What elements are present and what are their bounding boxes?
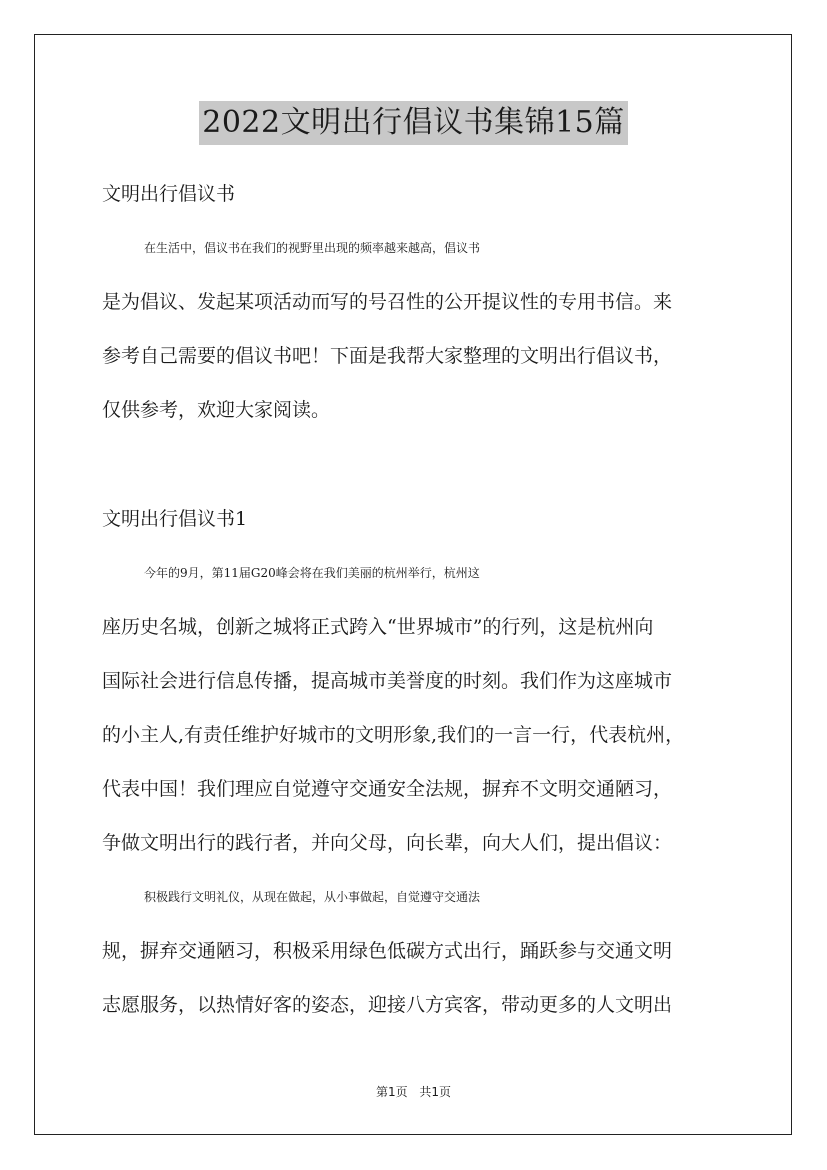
paragraph-2-line: 志愿服务，以热情好客的姿态，迎接八方宾客，带动更多的人文明出 <box>102 994 673 1016</box>
section-heading-1: 文明出行倡议书1 <box>102 508 248 530</box>
intro-line: 是为倡议、发起某项活动而写的号召性的公开提议性的专用书信。来 <box>102 291 673 313</box>
document-title-text: 2022文明出行倡议书集锦15篇 <box>199 101 628 145</box>
paragraph-2-line: 积极践行文明礼仪，从现在做起，从小事做起，自觉遵守交通法 <box>144 890 481 904</box>
page-number-total: 共1页 <box>419 1085 452 1099</box>
intro-line: 在生活中，倡议书在我们的视野里出现的频率越来越高，倡议书 <box>144 241 481 255</box>
section-heading-intro: 文明出行倡议书 <box>102 183 236 205</box>
intro-line: 参考自己需要的倡议书吧！下面是我帮大家整理的文明出行倡议书， <box>102 345 673 367</box>
paragraph-1-line: 国际社会进行信息传播，提高城市美誉度的时刻。我们作为这座城市 <box>102 670 673 692</box>
document-title <box>0 101 827 145</box>
paragraph-1-line: 座历史名城，创新之城将正式跨入“世界城市”的行列，这是杭州向 <box>102 616 654 638</box>
paragraph-2-line: 规，摒弃交通陋习，积极采用绿色低碳方式出行，踊跃参与交通文明 <box>102 940 673 962</box>
page-number-current: 第1页 <box>375 1085 408 1099</box>
paragraph-1-line: 的小主人,有责任维护好城市的文明形象,我们的一言一行，代表杭州， <box>102 724 685 746</box>
paragraph-1-line: 今年的9月，第11届G20峰会将在我们美丽的杭州举行，杭州这 <box>144 566 480 580</box>
paragraph-1-line: 争做文明出行的践行者，并向父母，向长辈，向大人们，提出倡议： <box>102 832 673 854</box>
intro-line: 仅供参考，欢迎大家阅读。 <box>102 399 331 421</box>
paragraph-1-line: 代表中国！我们理应自觉遵守交通安全法规，摒弃不文明交通陋习， <box>102 778 673 800</box>
page-footer <box>0 1084 827 1100</box>
